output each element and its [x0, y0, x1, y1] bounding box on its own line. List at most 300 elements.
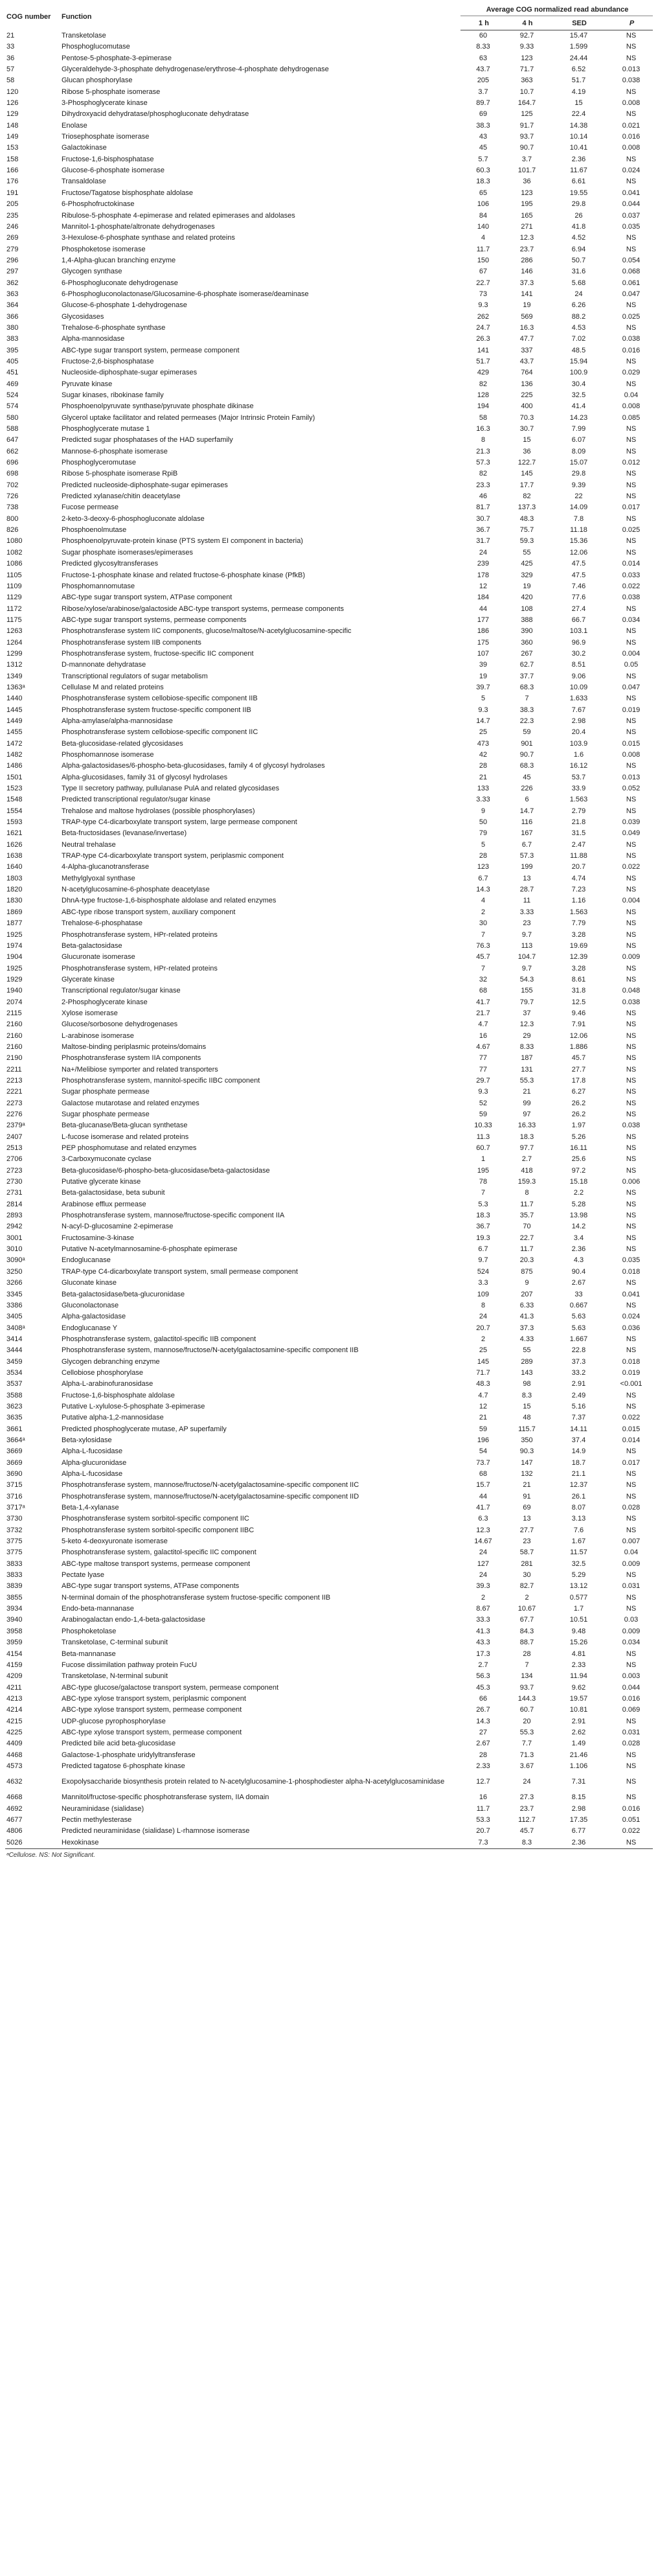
value-1h: 29.7: [476, 1076, 490, 1085]
function-name: Trehalose-6-phosphate synthase: [62, 323, 166, 332]
value-sed: 5.68: [571, 279, 586, 287]
cog-number: 2706: [6, 1155, 23, 1164]
value-p: NS: [626, 908, 637, 916]
value-p: 0.031: [622, 1582, 641, 1591]
table-row: [5, 1671, 653, 1682]
value-p: NS: [626, 1099, 637, 1107]
value-1h: 18.3: [476, 1212, 490, 1220]
cog-number: 129: [6, 110, 19, 119]
value-4h: 20.3: [519, 1256, 534, 1265]
value-p: NS: [626, 1031, 637, 1040]
function-name: ABC-type sugar transport system, permease component: [62, 346, 240, 354]
function-name: Glycosidases: [62, 312, 104, 321]
value-p: 0.034: [622, 1639, 641, 1647]
table-row: [5, 143, 653, 154]
function-name: Glycogen synthase: [62, 268, 122, 276]
value-4h: 141: [521, 290, 533, 298]
function-name: Trehalose and maltose hydrolases (possible phosphorylases): [62, 807, 255, 815]
table-row: [5, 1837, 653, 1849]
function-name: Phosphotransferase system cellobiose-specific component IIB: [62, 695, 258, 703]
cog-number: 149: [6, 133, 19, 141]
value-1h: 2: [481, 1335, 486, 1343]
table-row: [5, 289, 653, 300]
value-4h: 23.7: [519, 245, 534, 253]
cog-number: 191: [6, 189, 19, 197]
value-4h: 3.33: [519, 908, 534, 916]
table-header: [5, 4, 653, 30]
function-name: Glyceraldehyde-3-phosphate dehydrogenase/erythrose-4-phosphate dehydrogenase: [62, 65, 329, 74]
function-name: Glucose-6-phosphate isomerase: [62, 167, 164, 175]
function-name: Transcriptional regulator/sugar kinase: [62, 987, 181, 995]
function-name: Pentose-5-phosphate-3-epimerase: [62, 54, 172, 62]
table-row: [5, 356, 653, 367]
function-name: Transketolase, C-terminal subunit: [62, 1639, 168, 1647]
value-sed: 30.2: [571, 649, 586, 658]
value-sed: 12.39: [569, 953, 588, 961]
value-4h: 93.7: [519, 133, 534, 141]
value-1h: 82: [479, 380, 488, 388]
value-1h: 4.67: [476, 1042, 490, 1051]
function-name: Alpha-L-fucosidase: [62, 1447, 123, 1456]
value-4h: 8: [525, 1189, 529, 1197]
value-1h: 195: [477, 1166, 490, 1175]
value-1h: 24: [479, 1571, 488, 1580]
table-row: [5, 278, 653, 289]
value-sed: 1.106: [569, 1762, 588, 1770]
table-row: [5, 907, 653, 918]
value-p: 0.013: [622, 773, 641, 781]
cog-number: 3635: [6, 1414, 23, 1422]
value-4h: 12.3: [519, 234, 534, 242]
value-sed: 8.61: [571, 975, 586, 983]
value-4h: 97.7: [519, 1144, 534, 1153]
cog-number: 395: [6, 346, 19, 354]
function-name: L-arabinose isomerase: [62, 1031, 134, 1040]
value-p: NS: [626, 514, 637, 523]
table-row: [5, 1559, 653, 1570]
value-sed: 22.4: [571, 110, 586, 119]
value-4h: 271: [521, 222, 533, 231]
value-p: NS: [626, 1223, 637, 1231]
function-name: 6-Phosphofructokinase: [62, 200, 135, 209]
cog-number: 1877: [6, 919, 23, 928]
function-name: 2-keto-3-deoxy-6-phosphogluconate aldolase: [62, 514, 205, 523]
value-1h: 5.3: [478, 1200, 488, 1208]
cog-number: 1449: [6, 717, 23, 725]
value-1h: 1: [481, 1155, 486, 1164]
value-1h: 28: [479, 852, 488, 860]
value-sed: 14.9: [571, 1447, 586, 1456]
value-1h: 109: [477, 1290, 490, 1298]
value-1h: 45.7: [476, 953, 490, 961]
value-p: 0.068: [622, 268, 641, 276]
value-4h: 45.7: [519, 1827, 534, 1835]
value-sed: 4.81: [571, 1650, 586, 1658]
value-p: NS: [626, 762, 637, 770]
value-sed: 10.81: [569, 1706, 588, 1714]
value-sed: 15.36: [569, 537, 588, 546]
table-row: [5, 705, 653, 716]
function-name: Mannitol-1-phosphate/altronate dehydrogenases: [62, 222, 215, 231]
table-row: [5, 1390, 653, 1401]
cog-number: 4806: [6, 1827, 23, 1835]
cog-number: 3669: [6, 1447, 23, 1456]
function-name: N-terminal domain of the phosphotransferase system fructose-specific component IIB: [62, 1593, 331, 1602]
table-row: [5, 660, 653, 671]
function-name: Alpha-glucuronidase: [62, 1458, 127, 1467]
function-name: ABC-type sugar transport system, ATPase component: [62, 593, 233, 602]
value-1h: 2: [481, 908, 486, 916]
function-name: Hexokinase: [60, 1837, 460, 1849]
cog-number: 2211: [6, 1065, 22, 1074]
function-name: 2-Phosphoglycerate kinase: [62, 998, 148, 1006]
value-1h: 7: [481, 964, 486, 972]
value-sed: 2.36: [571, 155, 586, 163]
value-sed: 4.52: [571, 234, 586, 242]
table-row: [5, 514, 653, 525]
cog-number: 647: [6, 436, 19, 444]
value-p: 0.009: [622, 1627, 641, 1635]
value-4h: 400: [521, 402, 533, 411]
function-name: Phosphotransferase system IIA components: [62, 1054, 201, 1063]
value-4h: 60.7: [519, 1706, 534, 1714]
value-p: 0.015: [622, 1425, 641, 1433]
cog-number: 1455: [6, 728, 23, 737]
table-row: [5, 604, 653, 615]
value-p: 0.008: [622, 402, 641, 411]
function-name: Transcriptional regulators of sugar metabolism: [62, 672, 208, 680]
value-sed: 11.57: [570, 1548, 587, 1557]
value-sed: 19.55: [569, 189, 588, 197]
table-row: [5, 1019, 653, 1030]
cog-number: 1486: [6, 762, 23, 770]
value-1h: 89.7: [476, 99, 490, 108]
value-1h: 60.7: [476, 1144, 490, 1153]
table-row: [5, 41, 653, 52]
value-4h: 20: [523, 1717, 531, 1725]
table-row: [5, 1300, 653, 1311]
value-1h: 4.7: [478, 1020, 488, 1029]
value-p: NS: [626, 964, 637, 972]
value-1h: 8: [481, 1301, 486, 1309]
value-sed: 2.49: [571, 1391, 586, 1399]
function-name: Phosphoketolase: [62, 1627, 117, 1635]
function-name: ABC-type xylose transport system, permease component: [62, 1706, 242, 1714]
table-row: [5, 457, 653, 468]
value-sed: 10.14: [569, 133, 588, 141]
value-p: 0.016: [622, 1804, 641, 1813]
table-row: [5, 806, 653, 817]
value-1h: 12: [479, 582, 488, 590]
value-4h: 286: [521, 256, 533, 264]
value-4h: 48: [523, 1414, 531, 1422]
value-p: NS: [626, 886, 637, 894]
table-row: [5, 952, 653, 963]
value-p: NS: [626, 1605, 637, 1613]
value-sed: 1.563: [569, 908, 588, 916]
value-sed: 31.5: [571, 829, 586, 838]
table-row: [5, 1075, 653, 1087]
value-1h: 11.3: [476, 1133, 490, 1141]
value-1h: 4: [481, 234, 486, 242]
value-4h: 22.3: [519, 717, 534, 725]
cog-number: 362: [6, 279, 19, 287]
value-4h: 79.7: [519, 998, 534, 1006]
value-1h: 42: [479, 751, 488, 759]
cog-number: 2115: [6, 1009, 22, 1017]
cog-number: 297: [6, 268, 19, 276]
table-row: [5, 1750, 653, 1761]
value-p: 0.009: [622, 953, 641, 961]
function-name: Glucan phosphorylase: [62, 76, 133, 85]
value-p: 0.028: [622, 1504, 641, 1512]
value-4h: 226: [521, 785, 533, 793]
value-4h: 123: [521, 54, 533, 62]
function-name: Fructosamine-3-kinase: [62, 1234, 134, 1242]
function-name: Glycerol uptake facilitator and related permeases (Major Intrinsic Protein Family): [62, 413, 315, 422]
value-p: NS: [626, 717, 637, 725]
function-name: Predicted tagatose 6-phosphate kinase: [62, 1762, 185, 1770]
value-1h: 65: [479, 189, 488, 197]
value-1h: 19: [479, 672, 488, 680]
function-name: Predicted phosphoglycerate mutase, AP superfamily: [62, 1425, 227, 1433]
value-sed: 16.12: [569, 762, 588, 770]
function-name: Beta-fructosidases (levanase/invertase): [62, 829, 187, 838]
value-sed: 37.3: [571, 1357, 586, 1366]
function-name: Fructose/Tagatose bisphosphate aldolase: [62, 189, 194, 197]
value-p: 0.013: [622, 65, 641, 74]
value-4h: 2.7: [521, 1155, 532, 1164]
table-row: [5, 1357, 653, 1368]
table-row: [5, 1188, 653, 1199]
value-1h: 11.7: [476, 245, 490, 253]
value-4h: 145: [521, 470, 533, 478]
value-4h: 144.3: [517, 1694, 536, 1703]
value-p: 0.038: [622, 593, 641, 602]
value-1h: 17.3: [476, 1650, 490, 1658]
value-sed: 5.63: [571, 1313, 586, 1321]
table-row: [5, 312, 653, 323]
cog-number: 1803: [6, 874, 23, 882]
function-name: Arabinose efflux permease: [62, 1200, 146, 1208]
value-1h: 84: [479, 211, 488, 220]
table-row: [5, 1064, 653, 1075]
cog-number: 469: [6, 380, 19, 388]
function-name: Phosphotransferase system, mannose/fructose/N-acetylgalactosamine-specific component IIC: [62, 1481, 359, 1489]
function-name: Galactokinase: [62, 144, 107, 152]
value-4h: 6.7: [521, 840, 532, 849]
cog-number: 1638: [6, 852, 23, 860]
value-4h: 28: [523, 1650, 531, 1658]
value-p: 0.051: [622, 1815, 641, 1824]
value-p: 0.035: [622, 222, 641, 231]
table-row: [5, 1210, 653, 1221]
value-sed: 29.8: [571, 470, 586, 478]
cog-number: 1929: [6, 975, 23, 983]
value-4h: 225: [521, 391, 533, 399]
table-row: [5, 379, 653, 390]
value-p: 0.04: [624, 391, 639, 399]
value-sed: 12.06: [569, 548, 588, 557]
value-p: NS: [626, 245, 637, 253]
cog-number: 580: [6, 413, 19, 422]
value-4h: 108: [521, 604, 533, 613]
table-row: [5, 176, 653, 187]
value-sed: 11.88: [570, 852, 587, 860]
value-sed: 13.98: [569, 1212, 588, 1220]
value-4h: 420: [521, 593, 533, 602]
value-1h: 32: [479, 975, 488, 983]
value-p: NS: [626, 110, 637, 119]
value-sed: 7.8: [573, 514, 584, 523]
cog-number: 1175: [6, 615, 22, 624]
value-sed: 31.8: [571, 987, 586, 995]
value-4h: 350: [521, 1436, 533, 1444]
function-name: Pectin methylesterase: [62, 1815, 132, 1824]
function-name: Maltose-binding periplasmic proteins/domains: [62, 1042, 207, 1051]
table-row: [5, 1458, 653, 1469]
table-row: [5, 1660, 653, 1671]
value-p: 0.085: [622, 413, 641, 422]
value-sed: 33.9: [571, 785, 586, 793]
value-1h: 2.67: [476, 1740, 490, 1748]
function-name: Methylglyoxal synthase: [62, 874, 135, 882]
function-name: Alpha-mannosidase: [62, 335, 125, 343]
value-p: NS: [626, 1762, 637, 1770]
value-1h: 21: [479, 1414, 488, 1422]
value-1h: 128: [477, 391, 490, 399]
value-4h: 23: [523, 919, 531, 928]
value-4h: 3.7: [521, 155, 532, 163]
value-sed: 1.6: [573, 751, 584, 759]
value-sed: 11.94: [570, 1672, 587, 1681]
value-1h: 9.7: [478, 1256, 488, 1265]
function-name: Dihydroxyacid dehydratase/phosphogluconate dehydratase: [62, 110, 249, 119]
function-name: N-acyl-D-glucosamine 2-epimerase: [62, 1223, 174, 1231]
cog-number: 269: [6, 234, 19, 242]
value-4h: 16.3: [519, 323, 534, 332]
cog-number: 246: [6, 222, 19, 231]
table-row: [5, 1424, 653, 1435]
function-name: Galactose mutarotase and related enzymes: [62, 1099, 199, 1107]
value-1h: 150: [477, 256, 490, 264]
value-4h: 21: [523, 1088, 531, 1096]
value-sed: 6.26: [571, 301, 586, 310]
value-p: 0.019: [622, 706, 641, 714]
function-name: Galactose-1-phosphate uridylyltransferase: [62, 1751, 196, 1759]
table-row: [5, 1244, 653, 1255]
cog-number: 1080: [6, 537, 23, 546]
value-p: NS: [626, 1717, 637, 1725]
value-sed: 2.33: [571, 1661, 586, 1669]
table-row: [5, 64, 653, 75]
value-4h: 98: [523, 1380, 531, 1388]
value-sed: 11.18: [570, 526, 587, 535]
table-row: [5, 390, 653, 401]
value-4h: 6.33: [519, 1301, 534, 1309]
cog-number: 405: [6, 357, 19, 365]
value-1h: 12: [479, 1402, 488, 1410]
value-sed: 4.19: [571, 87, 586, 96]
value-p: NS: [626, 638, 637, 647]
table-row: [5, 1143, 653, 1154]
table-row: [5, 1435, 653, 1446]
table-row: [5, 862, 653, 873]
table-row: [5, 1233, 653, 1244]
value-p: 0.044: [622, 1683, 641, 1692]
cog-number: 3717ᵃ: [6, 1504, 25, 1512]
value-1h: 41.3: [476, 1627, 490, 1635]
table-row: [5, 1120, 653, 1131]
value-4h: 116: [521, 818, 533, 827]
value-4h: 136: [521, 380, 533, 388]
function-name: Type II secretory pathway, pullulanase PulA and related glycosidases: [62, 785, 280, 793]
value-4h: 13: [523, 874, 531, 882]
function-name: Beta-glucosidase-related glycosidases: [62, 739, 183, 748]
table-row: [5, 222, 653, 233]
value-p: NS: [626, 840, 637, 849]
cog-number: 1501: [6, 773, 23, 781]
function-name: Fucose permease: [62, 503, 119, 512]
value-4h: 13: [523, 1515, 531, 1523]
value-sed: 14.23: [569, 413, 588, 422]
table-row: [5, 1379, 653, 1390]
cog-number: 3444: [6, 1346, 23, 1355]
value-4h: 27.7: [519, 1526, 534, 1534]
cog-number: 1129: [6, 593, 22, 602]
value-sed: 33.2: [571, 1368, 586, 1377]
value-4h: 47.7: [519, 335, 534, 343]
cog-number: 120: [6, 87, 19, 96]
value-1h: 21: [479, 773, 488, 781]
value-p: NS: [626, 1778, 637, 1786]
cog-number: 3250: [6, 1267, 23, 1276]
value-p: 0.05: [624, 661, 639, 669]
table-row: [5, 794, 653, 805]
table-row: [5, 1154, 653, 1165]
value-1h: 3.7: [478, 87, 488, 96]
value-1h: 2.33: [476, 1762, 490, 1770]
function-name: Fucose dissimilation pathway protein FucU: [62, 1661, 198, 1669]
value-p: NS: [626, 695, 637, 703]
value-4h: 4.33: [519, 1335, 534, 1343]
value-sed: 2.36: [548, 1837, 609, 1849]
table-row: [5, 1772, 653, 1792]
cog-number: 4215: [6, 1717, 23, 1725]
value-4h: 55.3: [519, 1728, 534, 1736]
table-row: [5, 615, 653, 626]
cog-number: 4677: [6, 1815, 23, 1824]
value-1h: 4.7: [478, 1391, 488, 1399]
value-p: NS: [626, 323, 637, 332]
function-name: Alpha-L-arabinofuranosidase: [62, 1380, 153, 1388]
value-p: NS: [626, 380, 637, 388]
table-row: [5, 1716, 653, 1727]
table-row: [5, 199, 653, 210]
function-name: Ribulose-5-phosphate 4-epimerase and related epimerases and aldolases: [62, 211, 295, 220]
function-name: Alpha-glucosidases, family 31 of glycosyl hydrolases: [62, 773, 228, 781]
table-row: [5, 1323, 653, 1334]
value-1h: 36.7: [476, 526, 490, 535]
value-sed: 7.31: [571, 1778, 586, 1786]
value-4h: 122.7: [517, 459, 536, 467]
table-row: [5, 930, 653, 941]
value-p: 0.04: [624, 1548, 639, 1557]
function-name: Triosephosphate isomerase: [62, 133, 150, 141]
value-1h: 9: [481, 807, 486, 815]
value-4h: 43.7: [519, 357, 534, 365]
value-p: 0.034: [622, 615, 641, 624]
